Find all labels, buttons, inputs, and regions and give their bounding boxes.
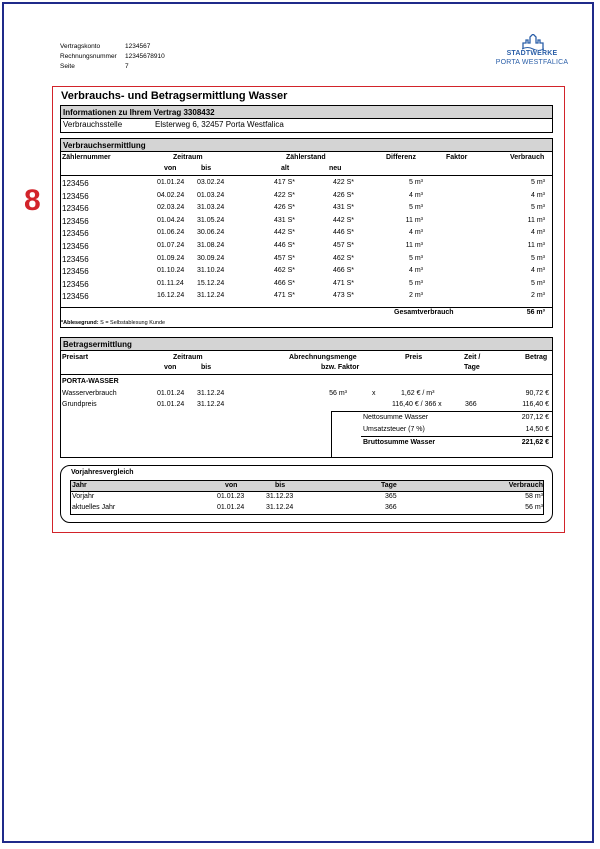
consumption-cell-diff: 11 m³ — [405, 216, 423, 224]
consumption-table — [61, 152, 552, 328]
prev-row-year: Vorjahr — [72, 493, 95, 500]
col-time: Zeit / — [464, 354, 481, 361]
footnote-key: *Ablesegrund: — [61, 320, 99, 326]
consumption-cell-old: 471 S* — [274, 292, 296, 300]
consumption-cell-new: 431 S* — [333, 204, 355, 212]
consumption-cell-diff: 5 m³ — [409, 179, 423, 186]
vat-value: 14,50 € — [525, 426, 549, 433]
billing-box — [60, 337, 553, 458]
consumption-cell-old: 426 S* — [274, 204, 296, 212]
consumption-cell-meter: 123456 — [62, 254, 89, 264]
consumption-cell-to: 31.08.24 — [197, 242, 225, 249]
page-value: 7 — [125, 63, 129, 70]
col-factor-label: bzw. Faktor — [321, 364, 360, 371]
consumption-cell-diff: 5 m³ — [409, 204, 423, 212]
col-prev-from: von — [225, 482, 238, 489]
consumption-cell-to: 31.05.24 — [197, 216, 225, 224]
col-diff: Differenz — [386, 154, 416, 161]
consumption-cell-usage: 4 m³ — [531, 191, 545, 199]
consumption-cell-from: 02.03.24 — [157, 204, 185, 212]
consumption-cell-old: 466 S* — [274, 279, 296, 287]
consumption-cell-old: 457 S* — [274, 254, 296, 262]
prev-row-to: 31.12.23 — [266, 493, 294, 500]
consumption-cell-diff: 4 m³ — [409, 229, 423, 237]
col-prev-days: Tage — [381, 482, 397, 489]
consumption-cell-from: 01.11.24 — [157, 279, 184, 287]
billing-heading: Betragsermittlung — [61, 338, 552, 351]
consumption-cell-usage: 4 m³ — [531, 267, 545, 275]
consumption-point-value: Elsterweg 6, 32457 Porta Westfalica — [155, 120, 284, 129]
consumption-cell-old: 417 S* — [274, 179, 296, 186]
col-billing-to: bis — [201, 364, 212, 371]
total-label: Gesamtverbrauch — [394, 309, 454, 316]
consumption-cell-new: 457 S* — [333, 242, 355, 249]
consumption-cell-diff: 4 m³ — [409, 267, 423, 275]
consumption-point-label: Verbrauchsstelle — [63, 120, 123, 129]
consumption-cell-meter: 123456 — [62, 267, 89, 277]
col-old: alt — [281, 165, 290, 172]
net-label: Nettosumme Wasser — [363, 414, 429, 421]
cur-row-to: 31.12.24 — [266, 504, 294, 511]
consumption-cell-meter: 123456 — [62, 229, 89, 239]
logo-line2: PORTA WESTFALICA — [495, 59, 569, 66]
invoice-section — [52, 86, 565, 533]
consumption-cell-from: 01.04.24 — [157, 216, 185, 224]
consumption-cell-meter: 123456 — [62, 179, 89, 188]
consumption-cell-usage: 5 m³ — [531, 279, 545, 287]
page-label: Seite — [60, 63, 75, 70]
consumption-cell-usage: 5 m³ — [531, 254, 545, 262]
footnote-text: S = Selbstablesung Kunde — [100, 320, 166, 326]
water-usage-qty: 56 m³ — [329, 390, 347, 397]
consumption-cell-to: 31.03.24 — [197, 204, 225, 212]
col-factor: Faktor — [446, 154, 468, 161]
current-year-row — [71, 503, 543, 514]
consumption-cell-old: 446 S* — [274, 242, 296, 249]
gross-value: 221,62 € — [521, 439, 549, 446]
consumption-cell-usage: 11 m³ — [527, 242, 545, 249]
water-usage-price: 1,62 € / m³ — [401, 390, 435, 397]
consumption-cell-from: 01.07.24 — [157, 242, 185, 249]
total-value: 56 m³ — [526, 309, 545, 316]
cur-row-days: 366 — [385, 504, 397, 511]
consumption-point-row — [61, 119, 552, 131]
section-title: Verbrauchs- und Betragsermittlung Wasser — [61, 90, 288, 102]
net-divider — [331, 411, 552, 412]
water-usage-from: 01.01.24 — [157, 390, 185, 397]
consumption-cell-from: 16.12.24 — [157, 292, 185, 300]
consumption-cell-usage: 5 m³ — [531, 179, 545, 186]
consumption-cell-new: 462 S* — [333, 254, 355, 262]
footnote — [61, 320, 165, 326]
consumption-cell-meter: 123456 — [62, 216, 89, 226]
consumption-cell-meter: 123456 — [62, 242, 89, 251]
net-value: 207,12 € — [521, 414, 549, 421]
previous-year-table — [70, 480, 544, 515]
consumption-cell-meter: 123456 — [62, 204, 89, 214]
col-days: Tage — [464, 364, 480, 371]
col-reading: Zählerstand — [286, 154, 326, 161]
billing-table — [61, 351, 552, 458]
previous-year-box — [60, 465, 553, 523]
base-price-amount: 116,40 € — [522, 401, 549, 408]
prev-row-days: 365 — [385, 493, 397, 500]
gross-label: Bruttosumme Wasser — [363, 439, 436, 446]
total-divider — [61, 307, 552, 308]
col-year: Jahr — [72, 482, 87, 489]
consumption-cell-from: 01.10.24 — [157, 267, 185, 275]
cur-row-year: aktuelles Jahr — [72, 504, 116, 511]
consumption-cell-from: 01.09.24 — [157, 254, 185, 262]
tariff-group: PORTA-WASSER — [62, 378, 119, 385]
billing-header-divider — [61, 374, 552, 375]
invoice-label: Rechnungsnummer — [60, 53, 117, 60]
consumption-cell-new: 473 S* — [333, 292, 355, 300]
base-price-type: Grundpreis — [62, 401, 97, 408]
consumption-cell-to: 03.02.24 — [197, 179, 225, 186]
base-price-from: 01.01.24 — [157, 401, 185, 408]
consumption-cell-old: 422 S* — [274, 191, 296, 199]
col-new: neu — [329, 165, 342, 172]
col-price: Preis — [405, 354, 423, 361]
consumption-cell-usage: 2 m³ — [531, 292, 545, 300]
water-usage-x: x — [372, 390, 376, 397]
cur-row-usage: 56 m³ — [525, 504, 543, 511]
consumption-cell-to: 30.09.24 — [197, 254, 225, 262]
previous-year-header — [71, 481, 543, 492]
consumption-cell-from: 01.06.24 — [157, 229, 185, 237]
water-usage-amount: 90,72 € — [525, 390, 549, 397]
consumption-cell-new: 466 S* — [333, 267, 355, 275]
base-price-price: 116,40 € / 366 x — [392, 401, 442, 408]
col-from: von — [164, 165, 177, 172]
consumption-cell-old: 442 S* — [274, 229, 296, 237]
prev-row-from: 01.01.23 — [217, 493, 245, 500]
previous-year-row — [71, 492, 543, 503]
consumption-cell-to: 31.12.24 — [197, 292, 225, 300]
cur-row-from: 01.01.24 — [217, 504, 245, 511]
base-price-days: 366 — [465, 401, 477, 408]
col-to: bis — [201, 165, 212, 172]
logo-line1: STADTWERKE — [506, 50, 558, 57]
col-meter: Zählernummer — [62, 154, 111, 161]
consumption-heading: Verbrauchsermittlung — [61, 139, 552, 152]
col-billing-from: von — [164, 364, 177, 371]
consumption-cell-to: 15.12.24 — [197, 279, 225, 287]
col-billing-period: Zeitraum — [173, 354, 203, 361]
consumption-cell-meter: 123456 — [62, 292, 89, 302]
consumption-cell-meter: 123456 — [62, 279, 89, 289]
consumption-cell-usage: 4 m³ — [531, 229, 545, 237]
gross-divider — [361, 436, 552, 437]
consumption-cell-to: 31.10.24 — [197, 267, 225, 275]
previous-year-heading: Vorjahresvergleich — [71, 469, 134, 476]
consumption-box — [60, 138, 553, 328]
col-prev-usage: Verbrauch — [508, 482, 543, 489]
consumption-cell-from: 01.01.24 — [157, 179, 185, 186]
water-usage-to: 31.12.24 — [197, 390, 225, 397]
vat-label: Umsatzsteuer (7 %) — [363, 426, 425, 433]
col-quantity: Abrechnungsmenge — [289, 354, 357, 361]
consumption-cell-from: 04.02.24 — [157, 191, 185, 199]
contract-info-box — [60, 105, 553, 133]
consumption-cell-diff: 5 m³ — [409, 279, 423, 287]
city-skyline-logo-icon — [522, 34, 544, 50]
consumption-cell-diff: 5 m³ — [409, 254, 423, 262]
consumption-cell-new: 446 S* — [333, 229, 355, 237]
col-prev-to: bis — [275, 482, 286, 489]
base-price-to: 31.12.24 — [197, 401, 225, 408]
water-usage-type: Wasserverbrauch — [62, 390, 117, 397]
consumption-cell-meter: 123456 — [62, 191, 89, 201]
consumption-cell-usage: 5 m³ — [531, 204, 545, 212]
consumption-cell-new: 471 S* — [333, 279, 355, 287]
col-usage: Verbrauch — [510, 154, 545, 161]
consumption-cell-new: 442 S* — [333, 216, 355, 224]
consumption-cell-to: 01.03.24 — [197, 191, 225, 199]
consumption-cell-old: 431 S* — [274, 216, 296, 224]
consumption-cell-diff: 2 m³ — [409, 292, 423, 300]
col-price-type: Preisart — [62, 354, 89, 361]
contract-info-heading: Informationen zu Ihrem Vertrag 3308432 — [61, 106, 552, 119]
consumption-cell-new: 422 S* — [333, 179, 355, 186]
invoice-value: 12345678910 — [125, 53, 165, 60]
consumption-cell-to: 30.06.24 — [197, 229, 225, 237]
consumption-cell-diff: 11 m³ — [405, 242, 423, 249]
consumption-cell-new: 426 S* — [333, 191, 355, 199]
company-logo — [494, 34, 570, 70]
consumption-cell-diff: 4 m³ — [409, 191, 423, 199]
page-marker: 8 — [24, 184, 41, 217]
col-amount: Betrag — [525, 354, 548, 361]
contract-value: 1234567 — [125, 43, 151, 50]
account-info — [60, 42, 165, 72]
consumption-cell-old: 462 S* — [274, 267, 296, 275]
prev-row-usage: 58 m³ — [525, 493, 543, 500]
consumption-cell-usage: 11 m³ — [527, 216, 545, 224]
contract-label: Vertragskonto — [60, 43, 101, 50]
sum-vertical-line — [331, 411, 332, 457]
col-period: Zeitraum — [173, 154, 203, 161]
header-divider — [61, 175, 552, 176]
